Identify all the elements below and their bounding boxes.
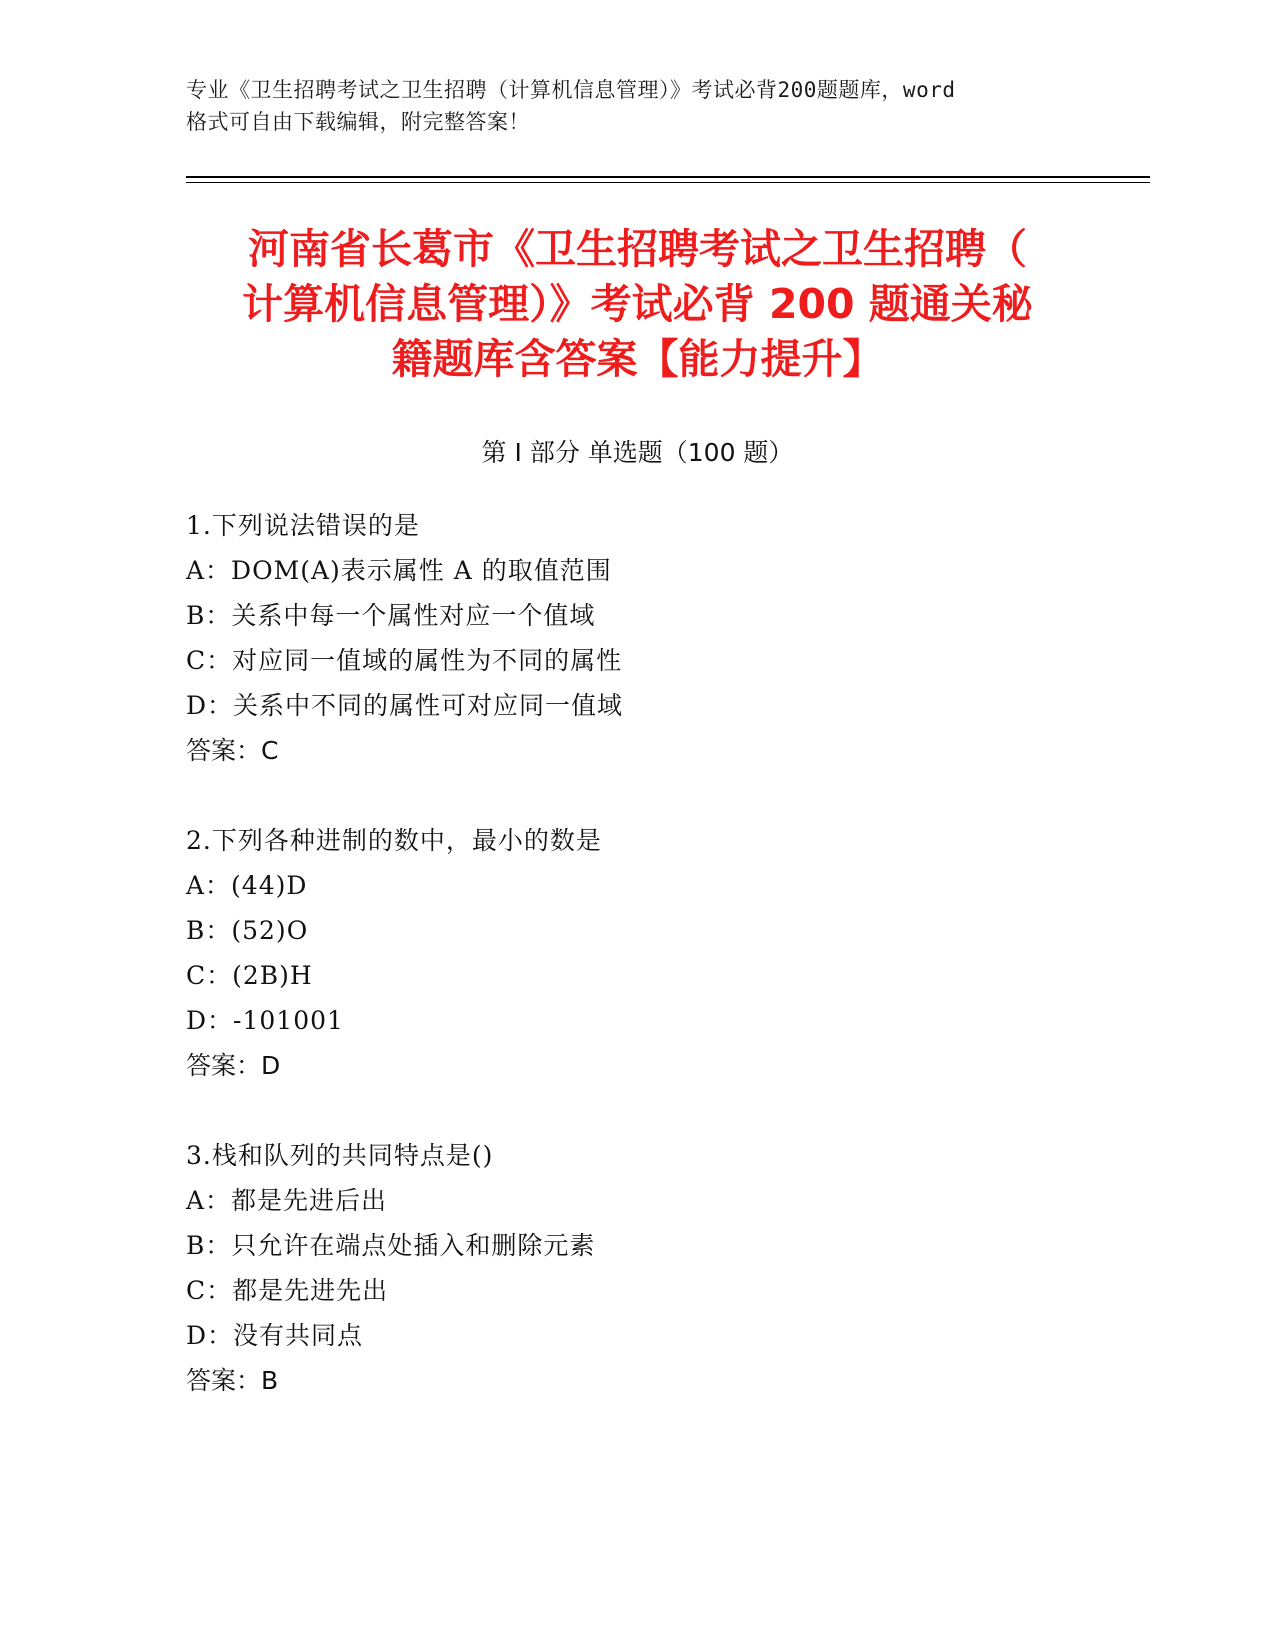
answer-label: 答案：D [186, 1051, 281, 1080]
option-a: A：(44)D [186, 871, 308, 900]
header-note [186, 74, 1086, 138]
question-stem: 1.下列说法错误的是 [186, 511, 420, 540]
question-1 [186, 503, 1086, 773]
option-a: A：DOM(A)表示属性 A 的取值范围 [186, 556, 612, 585]
question-3 [186, 1133, 1086, 1403]
header-note-line-1: 专业《卫生招聘考试之卫生招聘（计算机信息管理）》考试必背200题题库，word [186, 78, 956, 102]
question-stem: 2.下列各种进制的数中，最小的数是 [186, 826, 602, 855]
document-title [170, 222, 1105, 387]
option-c: C：都是先进先出 [186, 1276, 389, 1305]
option-d: D：关系中不同的属性可对应同一值域 [186, 691, 624, 720]
option-d: D：-101001 [186, 1006, 344, 1035]
answer-label: 答案：C [186, 736, 279, 765]
option-c: C：(2B)H [186, 961, 313, 990]
document-title-line-2: 计算机信息管理）》考试必背 200 题通关秘 [242, 280, 1033, 328]
question-2 [186, 818, 1086, 1088]
header-note-line-2: 格式可自由下载编辑，附完整答案！ [186, 110, 530, 134]
header-divider-thin [186, 182, 1150, 183]
option-b: B：(52)O [186, 916, 309, 945]
question-stem: 3.栈和队列的共同特点是() [186, 1141, 494, 1170]
option-b: B：关系中每一个属性对应一个值域 [186, 601, 596, 630]
document-title-line-3: 籍题库含答案【能力提升】 [391, 335, 884, 383]
option-d: D：没有共同点 [186, 1321, 364, 1350]
answer-label: 答案：B [186, 1366, 279, 1395]
option-a: A：都是先进后出 [186, 1186, 388, 1215]
option-b: B：只允许在端点处插入和删除元素 [186, 1231, 596, 1260]
document-title-line-1: 河南省长葛市《卫生招聘考试之卫生招聘（ [248, 225, 1027, 273]
section-heading: 第 I 部分 单选题（100 题） [481, 438, 794, 467]
header-divider-thick [186, 176, 1150, 178]
option-c: C：对应同一值域的属性为不同的属性 [186, 646, 623, 675]
